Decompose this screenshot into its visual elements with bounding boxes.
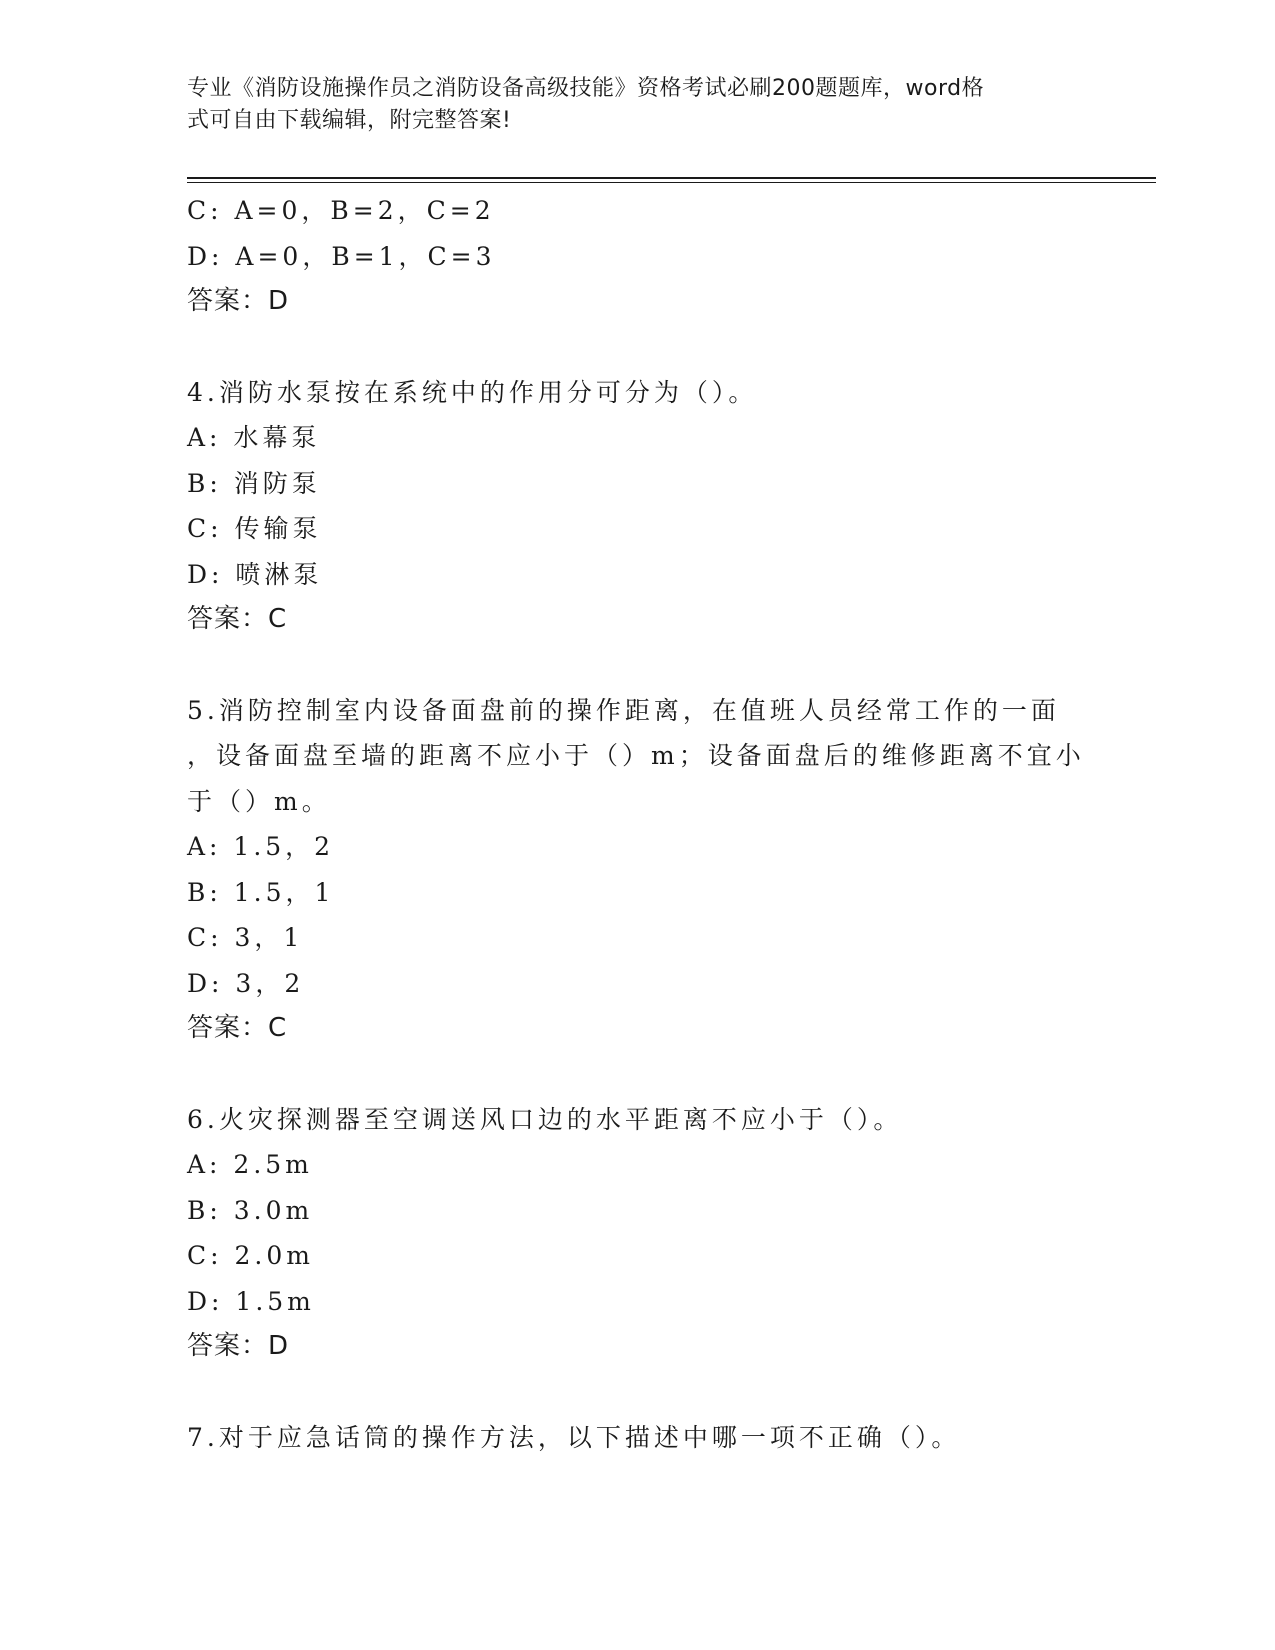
option-b: B: 1.5，1 — [187, 877, 335, 907]
question-spacer — [187, 325, 1087, 370]
option-d: D: 1.5m — [187, 1286, 315, 1316]
question-stem-line-2: ，设备面盘至墙的距离不应小于（）m；设备面盘后的维修距离不宜小 — [187, 741, 1085, 770]
question-spacer — [187, 1052, 1087, 1097]
answer-label: 答案：D — [187, 1331, 290, 1361]
question-spacer — [187, 1370, 1087, 1415]
option-d: D: 喷淋泵 — [187, 559, 323, 589]
question-spacer — [187, 643, 1087, 688]
answer-label: 答案：C — [187, 604, 288, 634]
answer-label: 答案：C — [187, 1013, 288, 1043]
question-7 — [187, 1415, 1087, 1461]
option-a: A: 水幕泵 — [187, 423, 321, 452]
question-list — [187, 188, 1087, 1460]
option-b: B: 消防泵 — [187, 468, 321, 498]
option-a: A: 1.5，2 — [187, 832, 335, 861]
option-d: D: 3，2 — [187, 968, 305, 998]
header-divider-thick — [187, 177, 1156, 179]
header-divider-thin — [187, 182, 1156, 183]
option-c: C: 传输泵 — [187, 514, 322, 543]
option-c: C: 2.0m — [187, 1241, 314, 1270]
question-4 — [187, 370, 1087, 643]
question-stem-line-1: 5.消防控制室内设备面盘前的操作距离，在值班人员经常工作的一面 — [187, 695, 1060, 725]
option-c: C: A=0，B=2，C=2 — [187, 196, 495, 225]
option-c: C: 3，1 — [187, 923, 304, 952]
question-5 — [187, 688, 1087, 1052]
header-title-line-1: 专业《消防设施操作员之消防设备高级技能》资格考试必刷200题题库，word格 — [187, 76, 985, 101]
question-3-tail — [187, 188, 1087, 325]
question-stem: 7.对于应急话筒的操作方法，以下描述中哪一项不正确（）。 — [187, 1422, 961, 1452]
answer-label: 答案：D — [187, 286, 290, 316]
option-b: B: 3.0m — [187, 1195, 314, 1225]
question-stem: 4.消防水泵按在系统中的作用分可分为（）。 — [187, 377, 758, 407]
question-6 — [187, 1097, 1087, 1370]
option-d: D: A=0，B=1，C=3 — [187, 241, 496, 271]
document-header — [187, 73, 1077, 137]
option-a: A: 2.5m — [187, 1150, 313, 1179]
header-title-line-2: 式可自由下载编辑，附完整答案! — [187, 108, 512, 133]
question-stem-line-3: 于（）m。 — [187, 786, 331, 816]
question-stem: 6.火灾探测器至空调送风口边的水平距离不应小于（）。 — [187, 1104, 903, 1134]
